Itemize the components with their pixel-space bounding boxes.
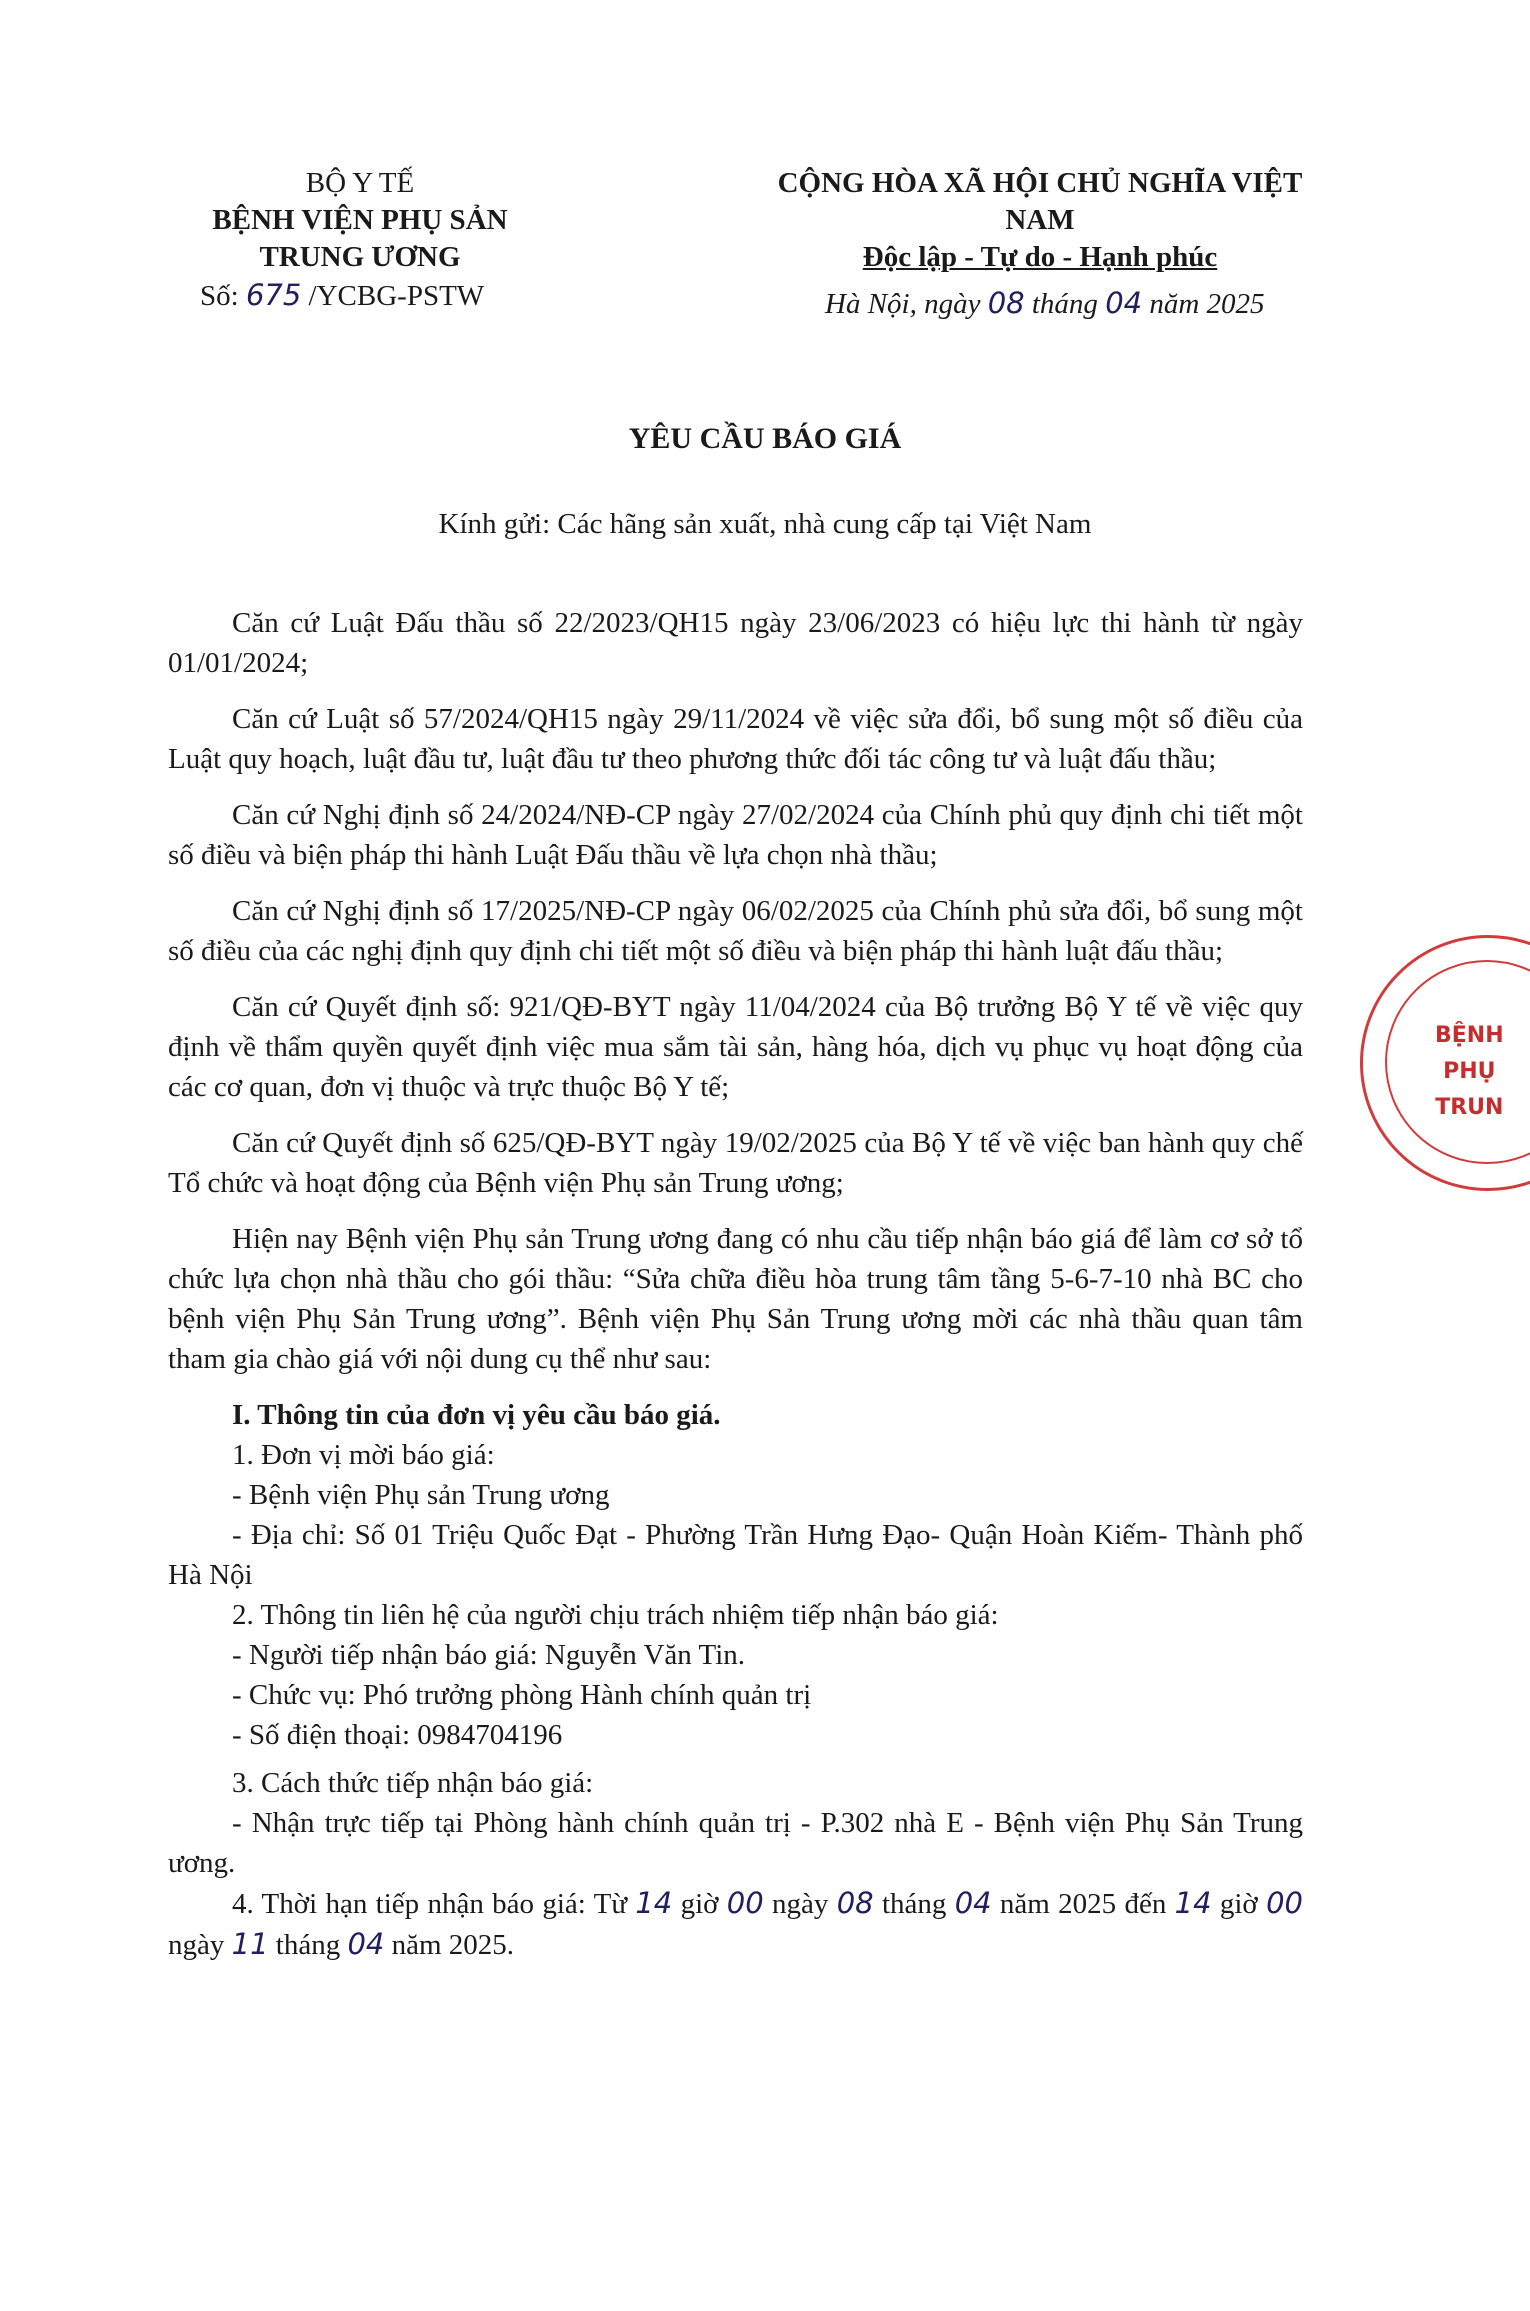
ministry-name: BỘ Y TẾ [305, 167, 415, 199]
legal-basis-paragraph: Căn cứ Luật số 57/2024/QH15 ngày 29/11/2024 về việc sửa đổi, bổ sung một số điều của Luật quy hoạch, luật đầu tư, luật đầu tư theo phương thức đối tác công tư và luật đấu thầu; [168, 703, 1303, 775]
date-month-handwritten: 04 [1105, 286, 1143, 320]
list-item: - Chức vụ: Phó trưởng phòng Hành chính quản trị [232, 1679, 812, 1711]
list-item: 3. Cách thức tiếp nhận báo giá: [232, 1767, 594, 1799]
deadline-text: tháng [268, 1929, 348, 1961]
country-name: CỘNG HÒA XÃ HỘI CHỦ NGHĨA VIỆT NAM [777, 167, 1303, 236]
deadline-text: ngày [763, 1888, 837, 1920]
deadline-handwritten: 08 [836, 1886, 874, 1920]
deadline-text: năm 2025 đến [991, 1888, 1175, 1920]
legal-basis-paragraph: Căn cứ Nghị định số 17/2025/NĐ-CP ngày 06/02/2025 của Chính phủ sửa đổi, bổ sung một số điều của các nghị định quy định chi tiết một số điều và biện pháp thi hành luật đấu thầu; [168, 895, 1303, 967]
date-mid: tháng [1024, 288, 1106, 320]
list-item: - Số điện thoại: 0984704196 [232, 1719, 563, 1751]
deadline-handwritten: 04 [954, 1886, 992, 1920]
deadline-text: năm 2025. [384, 1929, 515, 1961]
legal-basis-paragraph: Căn cứ Nghị định số 24/2024/NĐ-CP ngày 27/02/2024 của Chính phủ quy định chi tiết một số điều và biện pháp thi hành Luật Đấu thầu về lựa chọn nhà thầu; [168, 799, 1303, 871]
list-item: 1. Đơn vị mời báo giá: [232, 1439, 495, 1471]
stamp-text-line: TRUN [1435, 1095, 1504, 1120]
deadline-handwritten: 00 [1266, 1886, 1303, 1920]
document-number-handwritten: 675 [245, 278, 302, 312]
date-suffix: năm 2025 [1142, 288, 1265, 320]
deadline-handwritten: 11 [231, 1927, 269, 1961]
request-paragraph: Hiện nay Bệnh viện Phụ sản Trung ương đang có nhu cầu tiếp nhận báo giá để làm cơ sở tổ chức lựa chọn nhà thầu cho gói thầu: “Sửa chữa điều hòa trung tâm tầng 5-6-7-10 nhà BC cho bệnh viện Phụ Sản Trung ương”. Bệnh viện Phụ Sản Trung ương mời các nhà thầu quan tâm tham gia chào giá với nội dung cụ thể như sau: [168, 1223, 1303, 1375]
list-item: - Người tiếp nhận báo giá: Nguyễn Văn Tin. [232, 1639, 746, 1671]
national-motto: Độc lập - Tự do - Hạnh phúc [862, 241, 1218, 273]
list-item: - Địa chỉ: Số 01 Triệu Quốc Đạt - Phường Trần Hưng Đạo- Quận Hoàn Kiếm- Thành phố Hà Nội [168, 1519, 1303, 1591]
issuer-header [150, 165, 570, 276]
stamp-text [1435, 1018, 1504, 1126]
deadline-text: 4. Thời hạn tiếp nhận báo giá: Từ [232, 1888, 636, 1920]
hospital-name-line1: BỆNH VIỆN PHỤ SẢN [212, 204, 508, 236]
deadline-handwritten: 00 [726, 1886, 764, 1920]
legal-basis-paragraph: Căn cứ Quyết định số: 921/QĐ-BYT ngày 11/04/2024 của Bộ trưởng Bộ Y tế về việc quy định về thẩm quyền quyết định việc mua sắm tài sản, hàng hóa, dịch vụ phục vụ hoạt động của các cơ quan, đơn vị thuộc và trực thuộc Bộ Y tế; [168, 991, 1303, 1103]
document-number [200, 278, 484, 313]
deadline-text: ngày [168, 1929, 232, 1961]
stamp-text-line: PHỤ [1443, 1059, 1496, 1084]
recipient-line: Kính gửi: Các hãng sản xuất, nhà cung cấp tại Việt Nam [438, 508, 1092, 540]
list-item: 2. Thông tin liên hệ của người chịu trách nhiệm tiếp nhận báo giá: [232, 1599, 999, 1631]
section-heading: I. Thông tin của đơn vị yêu cầu báo giá. [232, 1399, 721, 1431]
legal-basis-paragraph: Căn cứ Quyết định số 625/QĐ-BYT ngày 19/02/2025 của Bộ Y tế về việc ban hành quy chế Tổ chức và hoạt động của Bệnh viện Phụ sản Trung ương; [168, 1127, 1303, 1199]
stamp-text-line: BỆNH [1435, 1023, 1504, 1048]
hospital-name-line2: TRUNG ƯƠNG [259, 241, 461, 273]
deadline-text: giờ [672, 1888, 727, 1920]
deadline-text: tháng [873, 1888, 955, 1920]
deadline-handwritten: 14 [1174, 1886, 1212, 1920]
document-number-suffix: /YCBG-PSTW [301, 280, 485, 312]
issue-date [825, 286, 1265, 321]
document-title: YÊU CẦU BÁO GIÁ [628, 422, 902, 455]
list-item: - Bệnh viện Phụ sản Trung ương [232, 1479, 610, 1511]
document-body [168, 603, 1303, 1965]
official-stamp [1360, 935, 1530, 1191]
national-header [740, 165, 1340, 276]
date-day-handwritten: 08 [987, 286, 1025, 320]
deadline-handwritten: 14 [635, 1886, 673, 1920]
deadline-text: giờ [1211, 1888, 1267, 1920]
deadline-item [168, 1883, 1303, 1965]
document-number-prefix: Số: [200, 280, 246, 312]
date-prefix: Hà Nội, ngày [825, 288, 988, 320]
deadline-handwritten: 04 [347, 1927, 385, 1961]
legal-basis-paragraph: Căn cứ Luật Đấu thầu số 22/2023/QH15 ngày 23/06/2023 có hiệu lực thi hành từ ngày 01/01/2024; [168, 607, 1303, 679]
list-item: - Nhận trực tiếp tại Phòng hành chính quản trị - P.302 nhà E - Bệnh viện Phụ Sản Trung ương. [168, 1807, 1303, 1879]
